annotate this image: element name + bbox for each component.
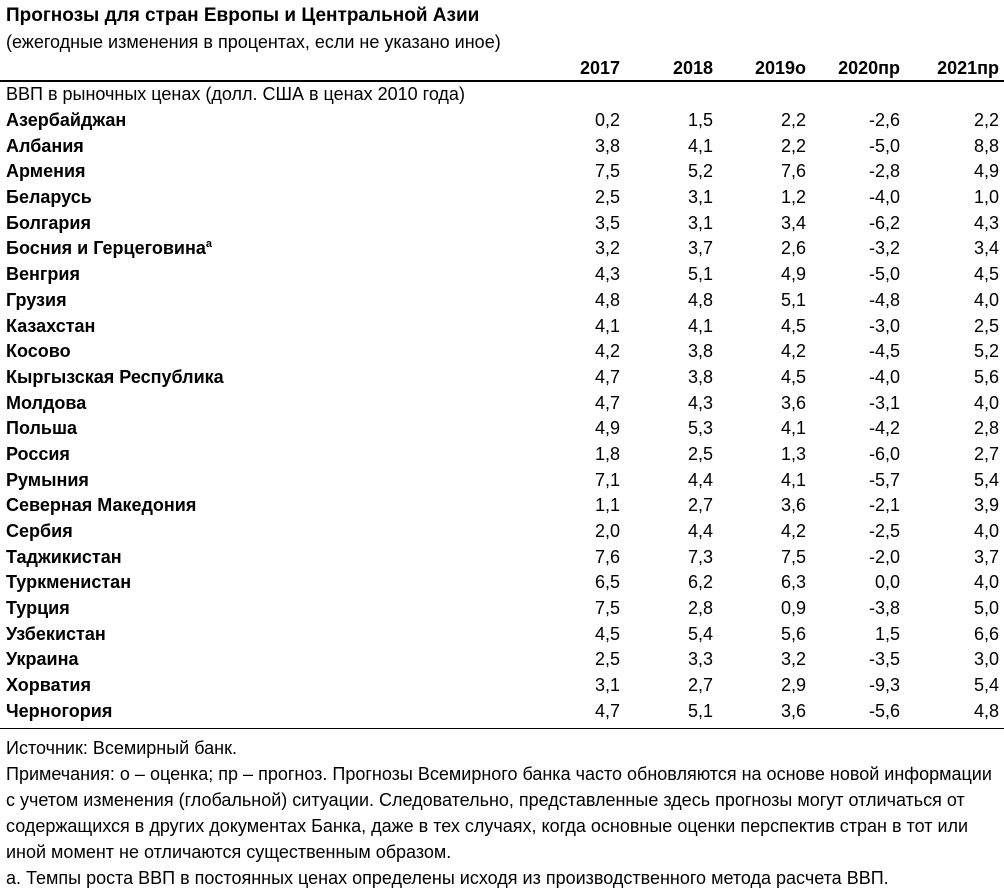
value-cell: -5,0 — [868, 264, 900, 285]
table-bottom-divider — [0, 728, 1004, 729]
value-cell: 4,8 — [973, 700, 999, 721]
value-cell: 4,8 — [687, 289, 713, 310]
value-cell: 7,1 — [594, 469, 620, 490]
value-cell: 2,7 — [687, 675, 713, 696]
table-row — [0, 646, 1004, 672]
value-cell: -5,6 — [868, 700, 900, 721]
country-label: Россия — [6, 443, 70, 464]
country-name — [6, 545, 122, 569]
value-cell: 2,5 — [594, 649, 620, 670]
value-cell: 4,0 — [973, 289, 999, 310]
country-label: Румыния — [6, 469, 89, 490]
value-cell: 4,8 — [594, 289, 620, 310]
source-note: Источник: Всемирный банк. — [6, 738, 237, 758]
value-cell: -3,0 — [868, 315, 900, 336]
value-cell: -5,7 — [868, 469, 900, 490]
value-cell: 4,1 — [687, 135, 713, 156]
value-cell: 1,5 — [687, 110, 713, 130]
value-cell: 0,2 — [594, 110, 620, 130]
value-cell: 2,8 — [687, 598, 713, 619]
value-cell: -4,5 — [868, 341, 900, 362]
country-label: Таджикистан — [6, 546, 122, 567]
value-cell: 1,0 — [973, 187, 999, 208]
country-name — [6, 262, 80, 286]
value-cell: 4,0 — [973, 572, 999, 593]
value-cell: 5,1 — [780, 289, 806, 310]
value-cell: 4,0 — [973, 392, 999, 413]
table-row — [0, 261, 1004, 287]
table-row — [0, 544, 1004, 570]
value-cell: 1,1 — [594, 495, 620, 516]
remarks-note: Примечания: о – оценка; пр – прогноз. Прогнозы Всемирного банка часто обновляются на основе новой информации с учетом изменения (глобальной) ситуации. Следовательно, представленные здесь прогнозы могут отличаться от содержащихся в других документах Банка, даже в тех случаях, когда основные оценки перспектив стран в тот или иной момент не отличаются существенным образом. — [6, 764, 992, 862]
value-cell: 2,7 — [973, 443, 999, 464]
value-cell: 3,8 — [594, 135, 620, 156]
table-row — [0, 518, 1004, 544]
country-name — [6, 339, 71, 363]
value-cell: -6,2 — [868, 212, 900, 233]
value-cell: 1,8 — [594, 443, 620, 464]
table-row — [0, 210, 1004, 236]
value-cell: 4,3 — [687, 392, 713, 413]
value-cell: 1,2 — [780, 187, 806, 208]
value-cell: -4,0 — [868, 187, 900, 208]
value-cell: 3,0 — [973, 649, 999, 670]
column-header-row — [0, 57, 1004, 79]
footnote-a: а. Темпы роста ВВП в постоянных ценах определены исходя из производственного метода расчета ВВП. — [6, 868, 889, 888]
value-cell: 2,8 — [973, 418, 999, 439]
table-body — [0, 107, 1004, 724]
value-cell: 6,6 — [973, 623, 999, 644]
value-cell: 3,5 — [594, 212, 620, 233]
value-cell: 5,4 — [973, 469, 999, 490]
table-row — [0, 698, 1004, 724]
country-label: Косово — [6, 341, 71, 362]
value-cell: 5,6 — [780, 623, 806, 644]
footnote-marker: а — [205, 238, 212, 251]
table-row — [0, 672, 1004, 698]
country-label: Армения — [6, 161, 86, 182]
country-label: Польша — [6, 418, 77, 439]
value-cell: 3,3 — [687, 649, 713, 670]
value-cell: 6,5 — [594, 572, 620, 593]
country-label: Узбекистан — [6, 623, 106, 644]
country-name — [6, 442, 70, 466]
country-label: Азербайджан — [6, 110, 127, 130]
value-cell: -3,5 — [868, 649, 900, 670]
value-cell: 6,2 — [687, 572, 713, 593]
country-label: Беларусь — [6, 187, 92, 208]
value-cell: 5,3 — [687, 418, 713, 439]
value-cell: 3,4 — [780, 212, 806, 233]
value-cell: -4,8 — [868, 289, 900, 310]
value-cell: 4,2 — [780, 341, 806, 362]
country-name — [6, 647, 78, 671]
value-cell: -6,0 — [868, 443, 900, 464]
column-header-2017: 2017 — [579, 58, 620, 78]
table-row — [0, 569, 1004, 595]
country-name — [6, 211, 91, 235]
country-label: Казахстан — [6, 315, 96, 336]
country-label: Сербия — [6, 521, 73, 541]
value-cell: 3,1 — [687, 212, 713, 233]
value-cell: 7,3 — [687, 546, 713, 567]
value-cell: 5,4 — [687, 623, 713, 644]
value-cell: 4,5 — [780, 366, 806, 387]
value-cell: 5,1 — [687, 264, 713, 285]
value-cell: 3,8 — [687, 366, 713, 387]
country-name — [6, 493, 196, 517]
table-row — [0, 235, 1004, 261]
column-header-2018: 2018 — [672, 58, 713, 78]
country-name — [6, 159, 86, 183]
value-cell: 3,8 — [687, 341, 713, 362]
table-title: Прогнозы для стран Европы и Центральной Азии — [6, 5, 480, 26]
value-cell: 4,1 — [594, 315, 620, 336]
country-name — [6, 519, 73, 543]
column-header-2020: 2020пр — [838, 58, 900, 78]
country-name — [6, 673, 91, 697]
country-name — [6, 622, 106, 646]
value-cell: 4,5 — [594, 623, 620, 644]
value-cell: 2,5 — [687, 443, 713, 464]
column-header-2021: 2021пр — [937, 58, 999, 78]
value-cell: 7,5 — [780, 546, 806, 567]
value-cell: 4,3 — [973, 212, 999, 233]
value-cell: 2,2 — [973, 110, 999, 130]
country-label: Туркменистан — [6, 572, 132, 593]
country-label: Украина — [6, 649, 79, 670]
value-cell: 5,4 — [973, 675, 999, 696]
table-row — [0, 390, 1004, 416]
value-cell: 0,0 — [874, 572, 900, 593]
value-cell: 5,1 — [687, 700, 713, 721]
value-cell: 2,2 — [780, 135, 806, 156]
value-cell: 4,9 — [594, 418, 620, 439]
value-cell: 4,7 — [594, 392, 620, 413]
value-cell: -2,6 — [868, 110, 900, 130]
value-cell: 0,9 — [780, 598, 806, 619]
value-cell: 3,4 — [973, 238, 999, 259]
value-cell: 4,7 — [594, 700, 620, 721]
value-cell: 2,0 — [594, 521, 620, 541]
value-cell: -4,0 — [868, 366, 900, 387]
column-header-2019: 2019о — [754, 58, 806, 78]
table-row — [0, 184, 1004, 210]
value-cell: 4,0 — [973, 521, 999, 541]
value-cell: -4,2 — [868, 418, 900, 439]
value-cell: 3,1 — [594, 675, 620, 696]
country-label: Кыргызская Республика — [6, 366, 224, 387]
value-cell: 3,1 — [687, 187, 713, 208]
value-cell: 4,5 — [780, 315, 806, 336]
value-cell: 3,9 — [973, 495, 999, 516]
table-row — [0, 133, 1004, 159]
value-cell: 4,7 — [594, 366, 620, 387]
value-cell: 2,7 — [687, 495, 713, 516]
value-cell: 3,6 — [780, 392, 806, 413]
country-name — [6, 468, 89, 492]
country-label: Албания — [6, 135, 84, 156]
country-name — [6, 288, 67, 312]
country-label: Болгария — [6, 212, 91, 233]
value-cell: -3,8 — [868, 598, 900, 619]
value-cell: 8,8 — [973, 135, 999, 156]
value-cell: 5,2 — [687, 161, 713, 182]
table-row — [0, 492, 1004, 518]
value-cell: -5,0 — [868, 135, 900, 156]
value-cell: 4,4 — [687, 469, 713, 490]
country-name — [6, 236, 212, 260]
notes — [6, 735, 996, 891]
country-name — [6, 365, 224, 389]
value-cell: 2,5 — [973, 315, 999, 336]
value-cell: 3,6 — [780, 700, 806, 721]
table-row — [0, 441, 1004, 467]
country-label: Черногория — [6, 700, 113, 721]
value-cell: 5,2 — [973, 341, 999, 362]
table-row — [0, 415, 1004, 441]
country-label: Северная Македония — [6, 495, 197, 516]
value-cell: 3,7 — [973, 546, 999, 567]
value-cell: 4,1 — [780, 418, 806, 439]
country-name — [6, 699, 112, 723]
value-cell: 4,3 — [594, 264, 620, 285]
value-cell: 4,9 — [780, 264, 806, 285]
value-cell: 7,5 — [594, 161, 620, 182]
value-cell: 3,2 — [780, 649, 806, 670]
table-row — [0, 467, 1004, 493]
value-cell: 3,7 — [687, 238, 713, 259]
value-cell: 5,6 — [973, 366, 999, 387]
country-label: Хорватия — [6, 675, 91, 696]
value-cell: 1,5 — [874, 623, 900, 644]
value-cell: -2,5 — [868, 521, 900, 541]
table-subtitle: (ежегодные изменения в процентах, если не указано иное) — [6, 32, 501, 52]
country-name — [6, 185, 92, 209]
country-name — [6, 391, 86, 415]
country-name — [6, 314, 95, 338]
country-label: Турция — [6, 598, 70, 619]
value-cell: 4,4 — [687, 521, 713, 541]
country-name — [6, 134, 84, 158]
value-cell: 4,2 — [780, 521, 806, 541]
value-cell: -2,1 — [868, 495, 900, 516]
country-label: Босния и Герцеговина — [6, 238, 206, 259]
table-row — [0, 107, 1004, 133]
value-cell: 2,6 — [780, 238, 806, 259]
table-row — [0, 287, 1004, 313]
value-cell: 4,9 — [973, 161, 999, 182]
header-divider — [0, 80, 1004, 82]
value-cell: 5,0 — [973, 598, 999, 619]
country-label: Грузия — [6, 289, 67, 310]
value-cell: -3,2 — [868, 238, 900, 259]
table-row — [0, 338, 1004, 364]
value-cell: -9,3 — [868, 675, 900, 696]
country-name — [6, 596, 70, 620]
value-cell: 4,5 — [973, 264, 999, 285]
value-cell: 7,6 — [780, 161, 806, 182]
value-cell: 7,6 — [594, 546, 620, 567]
value-cell: 4,1 — [687, 315, 713, 336]
country-name — [6, 570, 131, 594]
table-row — [0, 364, 1004, 390]
value-cell: 1,3 — [780, 443, 806, 464]
country-label: Венгрия — [6, 264, 80, 285]
value-cell: 4,2 — [594, 341, 620, 362]
table-row — [0, 313, 1004, 339]
section-label: ВВП в рыночных ценах (долл. США в ценах 2010 года) — [6, 84, 465, 104]
country-name — [6, 108, 126, 132]
value-cell: 2,5 — [594, 187, 620, 208]
value-cell: 2,2 — [780, 110, 806, 130]
value-cell: -3,1 — [868, 392, 900, 413]
value-cell: 6,3 — [780, 572, 806, 593]
table-row — [0, 621, 1004, 647]
value-cell: -2,0 — [868, 546, 900, 567]
value-cell: 3,6 — [780, 495, 806, 516]
table-row — [0, 158, 1004, 184]
country-label: Молдова — [6, 392, 87, 413]
value-cell: 4,1 — [780, 469, 806, 490]
country-name — [6, 416, 77, 440]
value-cell: 7,5 — [594, 598, 620, 619]
table-row — [0, 595, 1004, 621]
value-cell: 3,2 — [594, 238, 620, 259]
value-cell: 2,9 — [780, 675, 806, 696]
value-cell: -2,8 — [868, 161, 900, 182]
